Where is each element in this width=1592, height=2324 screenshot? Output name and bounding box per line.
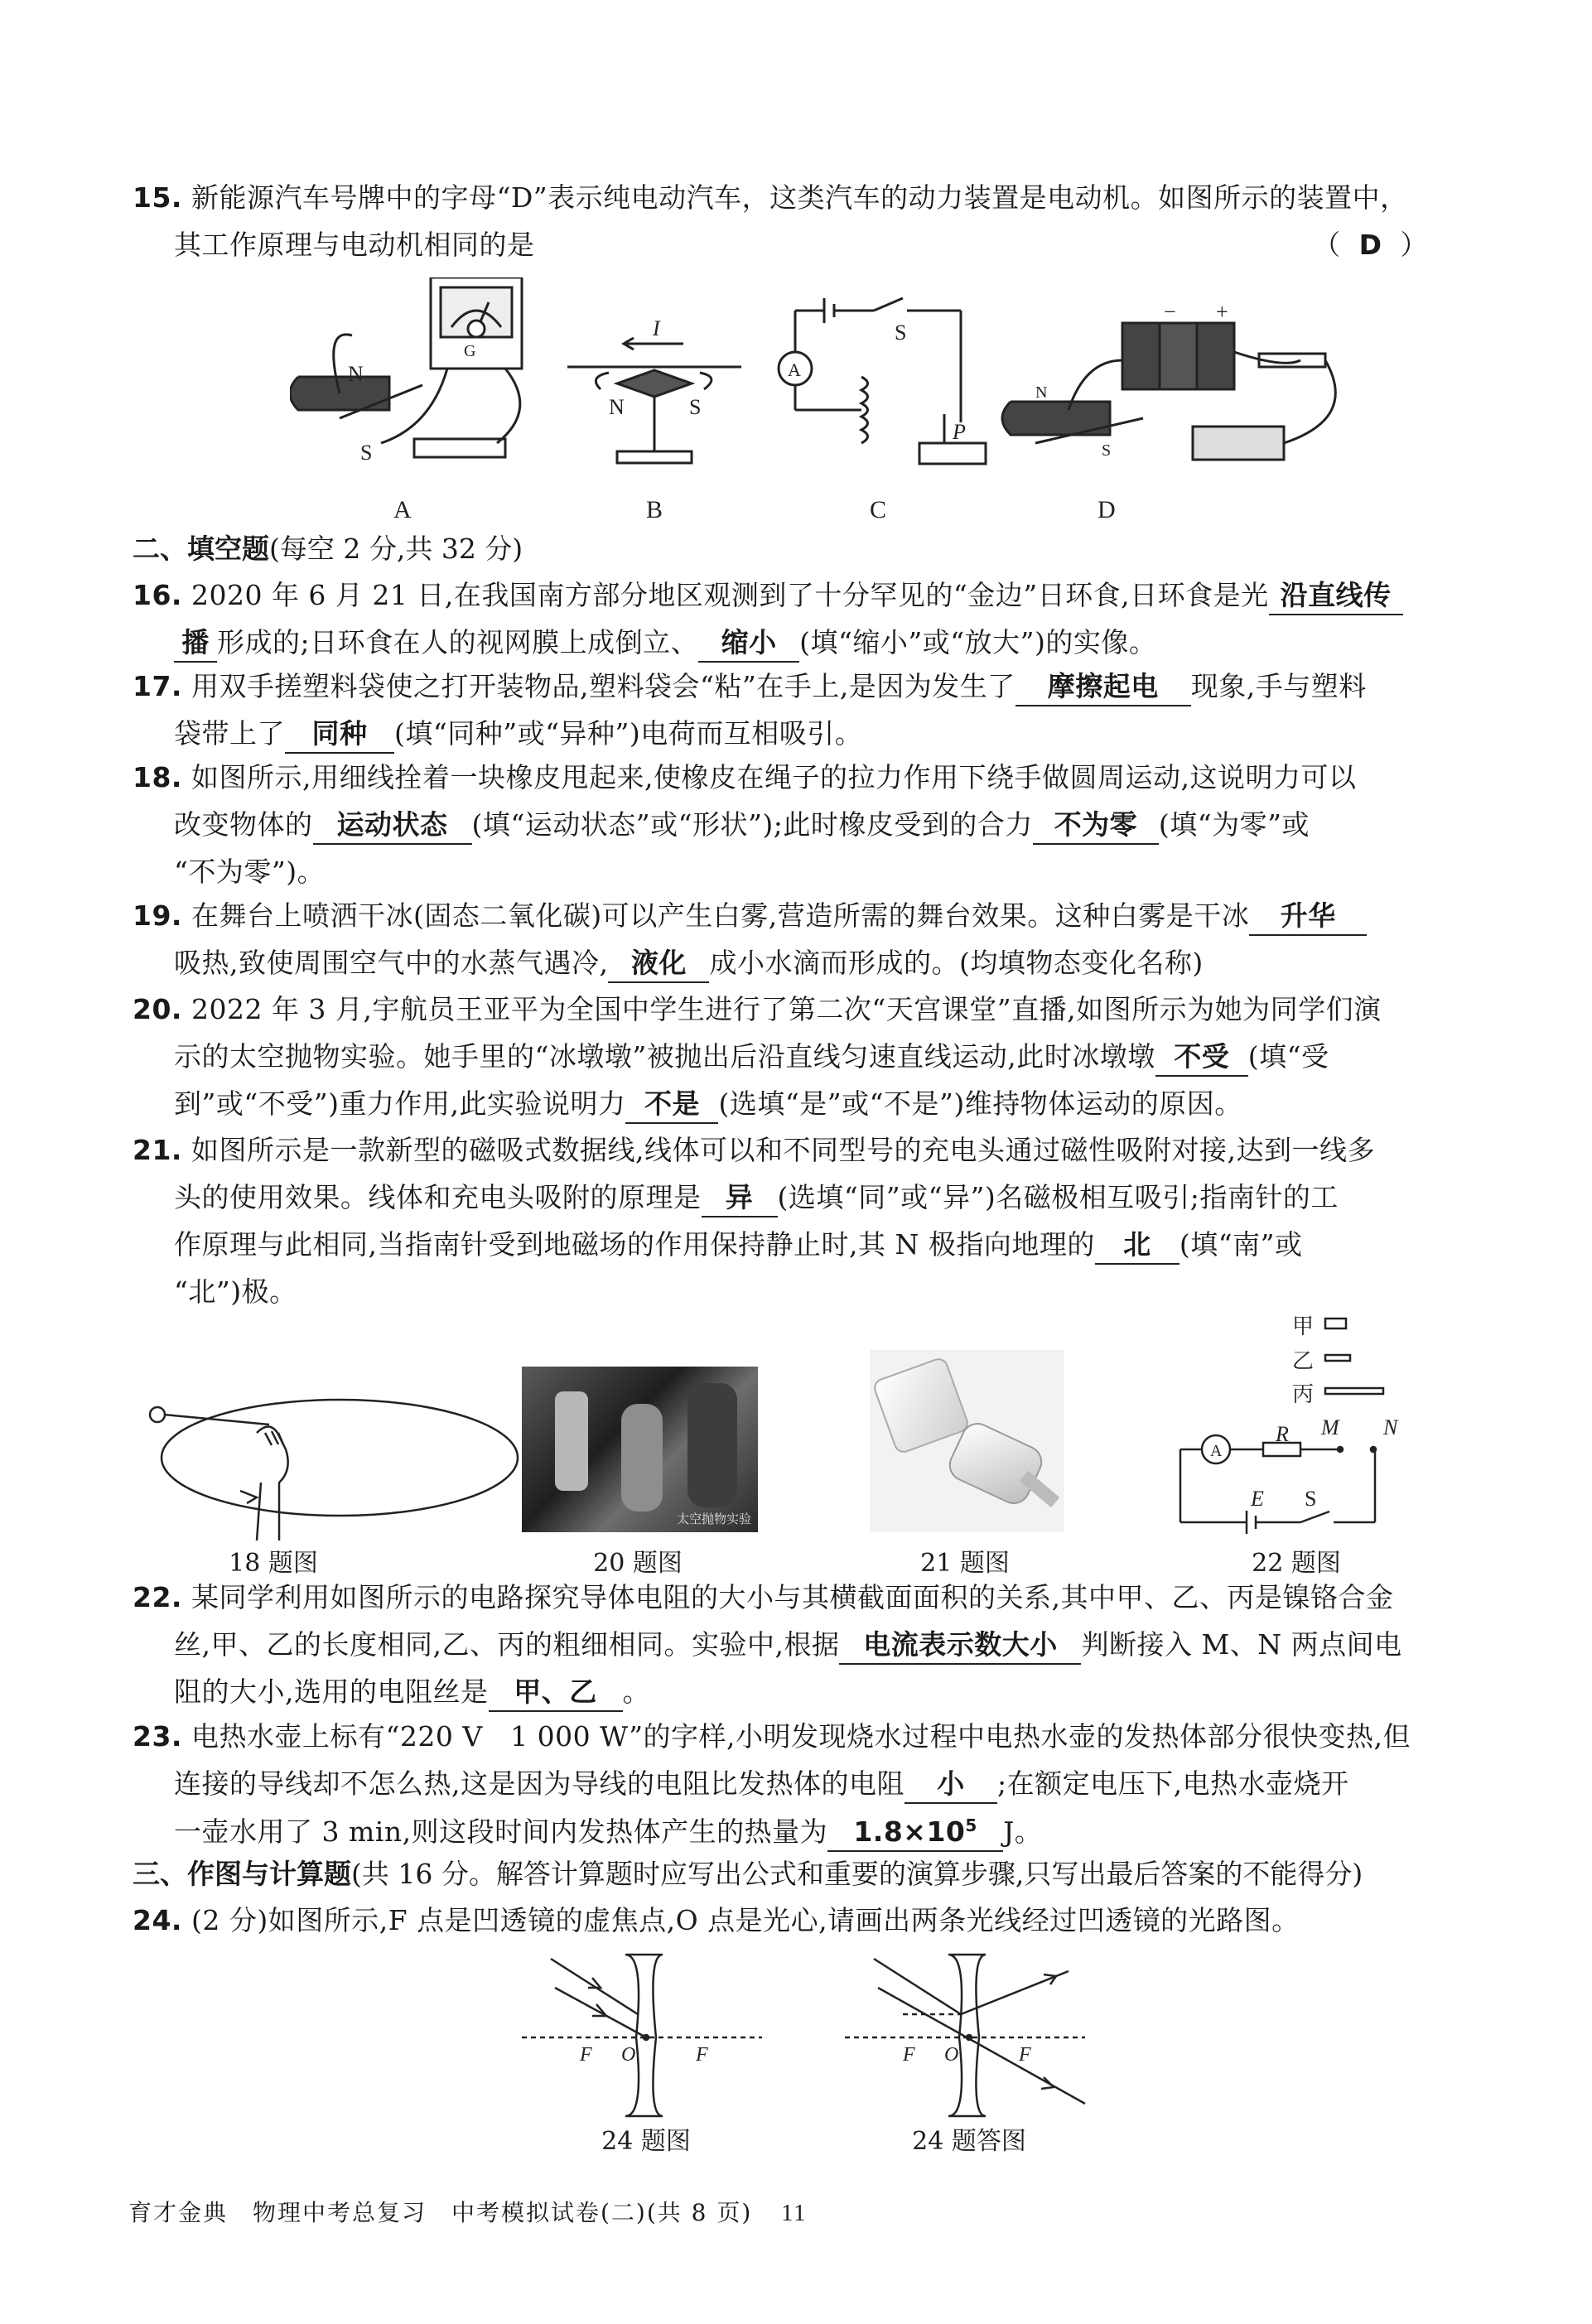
question-text: 如图所示,用细线拴着一块橡皮甩起来,使橡皮在绳子的拉力作用下绕手做圆周运动,这说明力可以 bbox=[191, 761, 1357, 793]
wire-label-bing: 丙 bbox=[1292, 1382, 1315, 1406]
dial-center bbox=[468, 321, 485, 337]
page-footer bbox=[128, 2195, 807, 2228]
label-a-c: A bbox=[788, 359, 801, 380]
wire-a2 bbox=[381, 369, 447, 443]
question-number: 20. bbox=[133, 993, 182, 1025]
focus-label-right-1: F bbox=[903, 2044, 915, 2066]
compass-needle-b bbox=[617, 370, 692, 397]
answer-blank: 播 bbox=[174, 624, 217, 663]
charging-head bbox=[871, 1356, 971, 1455]
question-text: 示的太空抛物实验。她手里的“冰墩墩”被抛出后沿直线匀速直线运动,此时冰墩墩 bbox=[174, 1040, 1155, 1073]
label-s-c: S bbox=[895, 321, 907, 345]
incident-ray-2 bbox=[555, 1988, 646, 2037]
question-number: 18. bbox=[133, 761, 182, 793]
question-24-figures bbox=[514, 1946, 1093, 2124]
question-number: 17. bbox=[133, 670, 182, 702]
question-text: 改变物体的 bbox=[174, 808, 313, 841]
caption-21: 21 题图 bbox=[920, 1549, 1010, 1578]
question-text: 连接的导线却不怎么热,这是因为导线的电阻比发热体的电阻 bbox=[174, 1767, 905, 1800]
battery-d2 bbox=[1160, 323, 1197, 389]
question-text: 其工作原理与电动机相同的是 bbox=[174, 229, 535, 261]
question-text: 用双手搓塑料袋使之打开装物品,塑料袋会“粘”在手上,是因为发生了 bbox=[191, 670, 1016, 702]
question-text: (填“受 bbox=[1247, 1040, 1329, 1073]
question-number: 23. bbox=[133, 1720, 182, 1753]
switch-s bbox=[1300, 1512, 1329, 1522]
section-2-heading bbox=[133, 525, 523, 572]
question-number: 22. bbox=[133, 1581, 182, 1613]
answer-blank: 电流表示数大小 bbox=[839, 1627, 1081, 1665]
arm bbox=[257, 1483, 261, 1540]
question-text: (填“同种”或“异种”)电荷而互相吸引。 bbox=[394, 717, 863, 750]
figure-label-b: B bbox=[646, 496, 663, 523]
question-text: 一壶水用了 3 min,则这段时间内发热体产生的热量为 bbox=[174, 1815, 828, 1848]
rotation-arrow-left bbox=[596, 373, 609, 389]
caption-22: 22 题图 bbox=[1252, 1549, 1341, 1578]
label-m: M bbox=[1321, 1415, 1339, 1439]
label-r: R bbox=[1276, 1422, 1289, 1446]
wire-a3 bbox=[497, 369, 520, 443]
question-18 bbox=[133, 754, 1425, 895]
question-text: (填“南”或 bbox=[1179, 1228, 1303, 1261]
figure-22-circuit bbox=[1168, 1309, 1433, 1540]
label-plus-d: + bbox=[1216, 300, 1228, 324]
label-g-a: G bbox=[464, 342, 476, 360]
switch-c bbox=[874, 298, 903, 311]
question-text: ;在额定电压下,电热水壶烧开 bbox=[997, 1767, 1349, 1800]
label-n-b: N bbox=[609, 395, 625, 419]
question-text: J。 bbox=[1003, 1815, 1043, 1848]
answer-blank: 同种 bbox=[285, 716, 394, 754]
answer-bracket: （ D ） bbox=[1313, 229, 1428, 261]
answer-incident-ray-1 bbox=[874, 1959, 961, 2014]
question-text: 在舞台上喷洒干冰(固态二氧化碳)可以产生白雾,营造所需的舞台效果。这种白雾是干冰 bbox=[191, 899, 1250, 932]
question-number: 21. bbox=[133, 1134, 182, 1166]
question-15-figure bbox=[290, 277, 1367, 526]
answer-blank: 小 bbox=[905, 1766, 997, 1804]
answer-blank: $1.8\times 10^5$ bbox=[827, 1807, 1003, 1852]
section-3-heading bbox=[133, 1850, 1363, 1897]
photo-figure-2 bbox=[621, 1404, 663, 1512]
question-text: (填“为零”或 bbox=[1158, 808, 1310, 841]
answer-blank: 液化 bbox=[608, 945, 709, 983]
answer-blank: 升华 bbox=[1249, 898, 1367, 936]
eraser bbox=[150, 1407, 165, 1422]
question-21 bbox=[133, 1126, 1425, 1315]
question-text: (填“运动状态”或“形状”);此时橡皮受到的合力 bbox=[471, 808, 1033, 841]
figure-18 bbox=[141, 1358, 555, 1549]
question-19 bbox=[133, 892, 1425, 986]
question-16 bbox=[133, 571, 1425, 666]
answer-blank: 不为零 bbox=[1033, 807, 1159, 845]
question-number: 19. bbox=[133, 899, 182, 932]
question-text: 判断接入 M、N 两点间电 bbox=[1081, 1628, 1402, 1661]
rheostat-d bbox=[1193, 427, 1284, 460]
label-s: S bbox=[1305, 1487, 1317, 1511]
answer-blank: 甲、乙 bbox=[489, 1674, 623, 1712]
label-n-d: N bbox=[1035, 383, 1048, 402]
label-i-b: I bbox=[653, 316, 660, 340]
question-text: 阻的大小,选用的电阻丝是 bbox=[174, 1675, 489, 1708]
wire-d3 bbox=[1284, 360, 1335, 443]
label-s-d: S bbox=[1102, 441, 1112, 460]
answer-blank: 沿直线传 bbox=[1269, 577, 1403, 615]
question-17 bbox=[133, 663, 1425, 757]
space-photo bbox=[522, 1367, 758, 1532]
caption-24-answer: 24 题答图 bbox=[912, 2127, 1026, 2156]
battery-d3 bbox=[1197, 323, 1234, 389]
section-note: (每空 2 分,共 32 分) bbox=[269, 533, 523, 565]
center-label-left: O bbox=[621, 2044, 636, 2066]
figure-label-d: D bbox=[1098, 496, 1116, 523]
terminal-m bbox=[1338, 1447, 1343, 1452]
answer-blank: 不受 bbox=[1155, 1039, 1248, 1077]
wire-label-jia: 甲 bbox=[1292, 1314, 1315, 1338]
label-n: N bbox=[1383, 1415, 1398, 1439]
question-text: 现象,手与塑料 bbox=[1190, 670, 1367, 702]
solenoid-c bbox=[861, 377, 868, 443]
question-text: 2022 年 3 月,宇航员王亚平为全国中学生进行了第二次“天宫课堂”直播,如图所示为她为同学们演 bbox=[191, 993, 1382, 1025]
question-text: 新能源汽车号牌中的字母“D”表示纯电动汽车，这类汽车的动力装置是电动机。如图所示的装置中， bbox=[191, 181, 1408, 214]
cable-photo bbox=[870, 1350, 1064, 1532]
label-s-a: S bbox=[360, 441, 373, 465]
focus-label-left-2: F bbox=[696, 2044, 708, 2066]
photo-figure-1 bbox=[555, 1391, 588, 1491]
label-minus-d: − bbox=[1164, 300, 1176, 324]
circular-path bbox=[162, 1400, 518, 1516]
choice-answer: D bbox=[1358, 229, 1382, 261]
question-24 bbox=[133, 1897, 1425, 1944]
page-number: 11 bbox=[781, 2201, 808, 2226]
footer-text: 育才金典 物理中考总复习 中考模拟试卷(二)(共 8 页) bbox=[128, 2199, 753, 2226]
rotation-arrow-right bbox=[700, 373, 712, 389]
answer-blank: 北 bbox=[1095, 1227, 1180, 1265]
wire-jia bbox=[1325, 1319, 1346, 1328]
focus-label-left-1: F bbox=[580, 2044, 592, 2066]
answer-blank: 异 bbox=[702, 1179, 778, 1217]
caption-20: 20 题图 bbox=[593, 1549, 683, 1578]
photo-figure-3 bbox=[687, 1383, 737, 1507]
figure-label-c: C bbox=[870, 496, 887, 523]
optical-center-right bbox=[967, 2035, 972, 2040]
question-text: 作原理与此相同,当指南针受到地磁场的作用保持静止时,其 N 极指向地理的 bbox=[174, 1228, 1095, 1261]
caption-18: 18 题图 bbox=[229, 1549, 318, 1578]
wire-label-yi: 乙 bbox=[1292, 1349, 1315, 1373]
answer-blank: 不是 bbox=[625, 1086, 718, 1124]
focus-label-right-2: F bbox=[1019, 2044, 1031, 2066]
question-22 bbox=[133, 1574, 1425, 1715]
section-note: (共 16 分。解答计算题时应写出公式和重要的演算步骤,只写出最后答案的不能得分) bbox=[351, 1858, 1363, 1890]
question-text: 头的使用效果。线体和充电头吸附的原理是 bbox=[174, 1181, 702, 1213]
question-text: 形成的;日环食在人的视网膜上成倒立、 bbox=[217, 626, 699, 658]
question-text: 到”或“不受”)重力作用,此实验说明力 bbox=[174, 1087, 626, 1120]
photo-caption-text: 太空抛物实验 bbox=[676, 1512, 751, 1526]
question-text: 丝,甲、乙的长度相同,乙、丙的粗细相同。实验中,根据 bbox=[174, 1628, 840, 1661]
question-text: 。 bbox=[622, 1675, 650, 1708]
label-n-a: N bbox=[348, 362, 364, 386]
question-text: “不为零”)。 bbox=[174, 856, 326, 888]
label-e: E bbox=[1251, 1487, 1264, 1511]
switch-a bbox=[414, 439, 505, 457]
answer-blank: 运动状态 bbox=[313, 807, 472, 845]
question-text: 2020 年 6 月 21 日,在我国南方部分地区观测到了十分罕见的“金边”日环食,日环食是光 bbox=[191, 579, 1269, 611]
center-label-right: O bbox=[944, 2044, 959, 2066]
wire-bing bbox=[1325, 1388, 1383, 1394]
question-20 bbox=[133, 986, 1425, 1127]
question-23 bbox=[133, 1713, 1425, 1855]
question-text: 某同学利用如图所示的电路探究导体电阻的大小与其横截面面积的关系,其中甲、乙、丙是镍铬合金 bbox=[191, 1581, 1394, 1613]
answer-blank: 摩擦起电 bbox=[1016, 668, 1191, 706]
direction-arrow bbox=[240, 1491, 257, 1503]
question-text: (填“缩小”或“放大”)的实像。 bbox=[799, 626, 1157, 658]
rheostat-c bbox=[919, 443, 986, 464]
question-text: 袋带上了 bbox=[174, 717, 285, 750]
question-text: (2 分)如图所示,F 点是凹透镜的虚焦点,O 点是光心,请画出两条光线经过凹透镜的光路图。 bbox=[191, 1904, 1300, 1936]
question-text: 电热水壶上标有“220 V 1 000 W”的字样,小明发现烧水过程中电热水壶的发热体部分很快变热,但 bbox=[191, 1720, 1411, 1753]
question-number: 15. bbox=[133, 181, 182, 214]
question-text: 成小水滴而形成的。(均填物态变化名称) bbox=[709, 947, 1204, 979]
question-text: (选填“同”或“异”)名磁极相互吸引;指南针的工 bbox=[777, 1181, 1339, 1213]
question-15 bbox=[133, 174, 1428, 268]
caption-24: 24 题图 bbox=[601, 2127, 691, 2156]
wire-yi bbox=[1325, 1355, 1350, 1361]
ammeter-label: A bbox=[1210, 1442, 1223, 1460]
label-p-c: P bbox=[953, 420, 966, 444]
answer-blank: 缩小 bbox=[698, 624, 799, 663]
optical-center-left bbox=[644, 2035, 649, 2040]
question-number: 24. bbox=[133, 1904, 182, 1936]
section-title: 三、作图与计算题 bbox=[133, 1858, 351, 1890]
incident-ray-1 bbox=[551, 1959, 638, 2014]
question-number: 16. bbox=[133, 579, 182, 611]
label-s-b: S bbox=[689, 395, 702, 419]
question-text: (选填“是”或“不是”)维持物体运动的原因。 bbox=[718, 1087, 1242, 1120]
figure-label-a: A bbox=[393, 496, 412, 523]
question-text: 吸热,致使周围空气中的水蒸气遇冷, bbox=[174, 947, 609, 979]
battery-d1 bbox=[1122, 323, 1160, 389]
compass-base-b bbox=[617, 451, 692, 463]
section-title: 二、填空题 bbox=[133, 533, 269, 565]
fingers bbox=[265, 1431, 283, 1445]
question-text: 如图所示是一款新型的磁吸式数据线,线体可以和不同型号的充电头通过磁性吸附对接,达到一线多 bbox=[191, 1134, 1375, 1166]
question-text: “北”)极。 bbox=[174, 1275, 297, 1308]
